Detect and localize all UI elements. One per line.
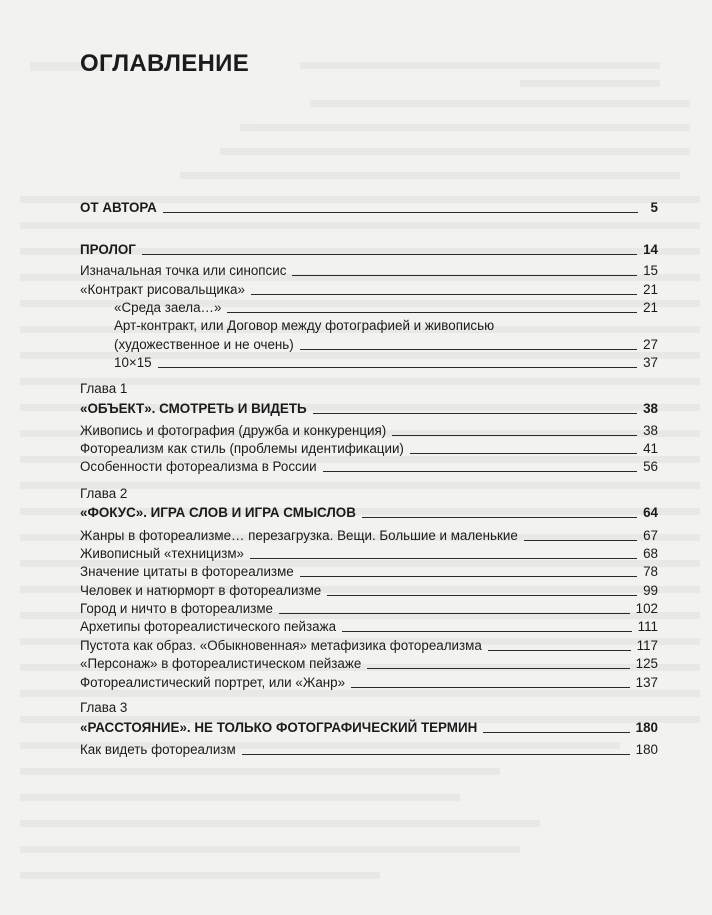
- entry-title: «ОБЪЕКТ». СМОТРЕТЬ И ВИДЕТЬ: [80, 401, 307, 416]
- entry-title: Особенности фотореализма в России: [80, 459, 317, 474]
- entry-title: «РАССТОЯНИЕ». НЕ ТОЛЬКО ФОТОГРАФИЧЕСКИЙ ТЕРМИН: [80, 720, 478, 735]
- page-number: 5: [650, 200, 658, 215]
- page-number: 180: [635, 742, 658, 757]
- toc-entry[interactable]: [80, 423, 658, 439]
- page-number: 21: [643, 282, 658, 297]
- page-number: 37: [643, 355, 658, 370]
- entry-title: Значение цитаты в фотореализме: [80, 564, 294, 579]
- page-number: 117: [636, 638, 658, 653]
- entry-title: «Персонаж» в фотореалистическом пейзаже: [80, 656, 362, 671]
- toc-entry[interactable]: [80, 282, 658, 298]
- entry-title: Жанры в фотореализме… перезагрузка. Вещи. Большие и маленькие: [80, 528, 518, 543]
- toc-entry-prologue[interactable]: [80, 242, 658, 258]
- toc-entry-chapter-3[interactable]: [80, 720, 658, 736]
- toc-entry-chapter-1[interactable]: [80, 401, 658, 417]
- page-number: 99: [643, 583, 658, 598]
- leader-line: [163, 212, 638, 213]
- toc-entry[interactable]: [114, 355, 658, 371]
- toc-entry-title-line[interactable]: Арт-контракт, или Договор между фотографией и живописью: [114, 318, 495, 333]
- chapter-label: Глава 3: [80, 700, 128, 715]
- page-number: 68: [643, 546, 658, 561]
- toc-entry[interactable]: [80, 459, 658, 475]
- leader-line: [351, 687, 630, 688]
- leader-line: [242, 754, 630, 755]
- entry-title: Архетипы фотореалистического пейзажа: [80, 619, 337, 634]
- entry-title: «Контракт рисовальщика»: [80, 282, 245, 297]
- chapter-label: Глава 2: [80, 486, 128, 501]
- leader-line: [410, 453, 637, 454]
- page-number: 56: [643, 459, 658, 474]
- page-number: 14: [643, 242, 658, 257]
- page-number: 41: [643, 441, 658, 456]
- leader-line: [327, 595, 637, 596]
- page-number: 102: [635, 601, 658, 616]
- toc-entry[interactable]: [80, 656, 658, 672]
- toc-entry[interactable]: [114, 300, 658, 316]
- page-number: 137: [635, 675, 658, 690]
- page-number: 27: [643, 337, 658, 352]
- page-number: 64: [643, 505, 658, 520]
- leader-line: [292, 275, 637, 276]
- entry-title: Как видеть фотореализм: [80, 742, 236, 757]
- page-number: 125: [635, 656, 658, 671]
- page-title: ОГЛАВЛЕНИЕ: [80, 50, 250, 77]
- page-number: 111: [637, 619, 658, 634]
- toc-entry[interactable]: [80, 583, 658, 599]
- entry-title: Человек и натюрморт в фотореализме: [80, 583, 322, 598]
- toc-entry[interactable]: [80, 638, 658, 654]
- page-number: 78: [643, 564, 658, 579]
- leader-line: [362, 517, 637, 518]
- page-number: 38: [643, 401, 658, 416]
- entry-title: Фотореализм как стиль (проблемы идентификации): [80, 441, 404, 456]
- leader-line: [524, 540, 637, 541]
- toc-entry[interactable]: [114, 337, 658, 353]
- leader-line: [300, 576, 637, 577]
- toc-entry[interactable]: [80, 546, 658, 562]
- leader-line: [392, 435, 637, 436]
- leader-line: [300, 349, 637, 350]
- toc-entry[interactable]: [80, 601, 658, 617]
- page-number: 180: [635, 720, 658, 735]
- toc-entry[interactable]: [80, 742, 658, 758]
- page-number: 67: [643, 528, 658, 543]
- toc-entry[interactable]: [80, 441, 658, 457]
- page-number: 38: [643, 423, 658, 438]
- leader-line: [323, 471, 637, 472]
- leader-line: [250, 558, 637, 559]
- leader-line: [251, 294, 637, 295]
- leader-line: [158, 367, 637, 368]
- toc-entry[interactable]: [80, 528, 658, 544]
- entry-title: Изначальная точка или синопсис: [80, 263, 287, 278]
- entry-title: Живописный «техницизм»: [80, 546, 244, 561]
- leader-line: [342, 631, 632, 632]
- toc-entry[interactable]: [80, 619, 658, 635]
- page-number: 21: [643, 300, 658, 315]
- leader-line: [142, 254, 637, 255]
- toc-entry[interactable]: [80, 675, 658, 691]
- leader-line: [488, 650, 631, 651]
- toc-entry-from-author[interactable]: [80, 200, 658, 216]
- entry-title: Фотореалистический портрет, или «Жанр»: [80, 675, 346, 690]
- toc-entry[interactable]: [80, 263, 658, 279]
- leader-line: [279, 613, 630, 614]
- entry-title: «Среда заела…»: [114, 300, 222, 315]
- chapter-label: Глава 1: [80, 381, 128, 396]
- leader-line: [367, 668, 629, 669]
- leader-line: [227, 312, 637, 313]
- toc-entry[interactable]: [80, 564, 658, 580]
- entry-title: Пустота как образ. «Обыкновенная» метафизика фотореализма: [80, 638, 482, 653]
- entry-title: Город и ничто в фотореализме: [80, 601, 273, 616]
- entry-title: ОТ АВТОРА: [80, 200, 157, 215]
- entry-title: 10×15: [114, 355, 152, 370]
- leader-line: [313, 413, 637, 414]
- entry-title: Живопись и фотография (дружба и конкуренция): [80, 423, 387, 438]
- entry-title: «ФОКУС». ИГРА СЛОВ И ИГРА СМЫСЛОВ: [80, 505, 356, 520]
- page-number: 15: [643, 263, 658, 278]
- leader-line: [483, 732, 629, 733]
- entry-title: ПРОЛОГ: [80, 242, 136, 257]
- toc-entry-chapter-2[interactable]: [80, 505, 658, 521]
- entry-title: (художественное и не очень): [114, 337, 294, 352]
